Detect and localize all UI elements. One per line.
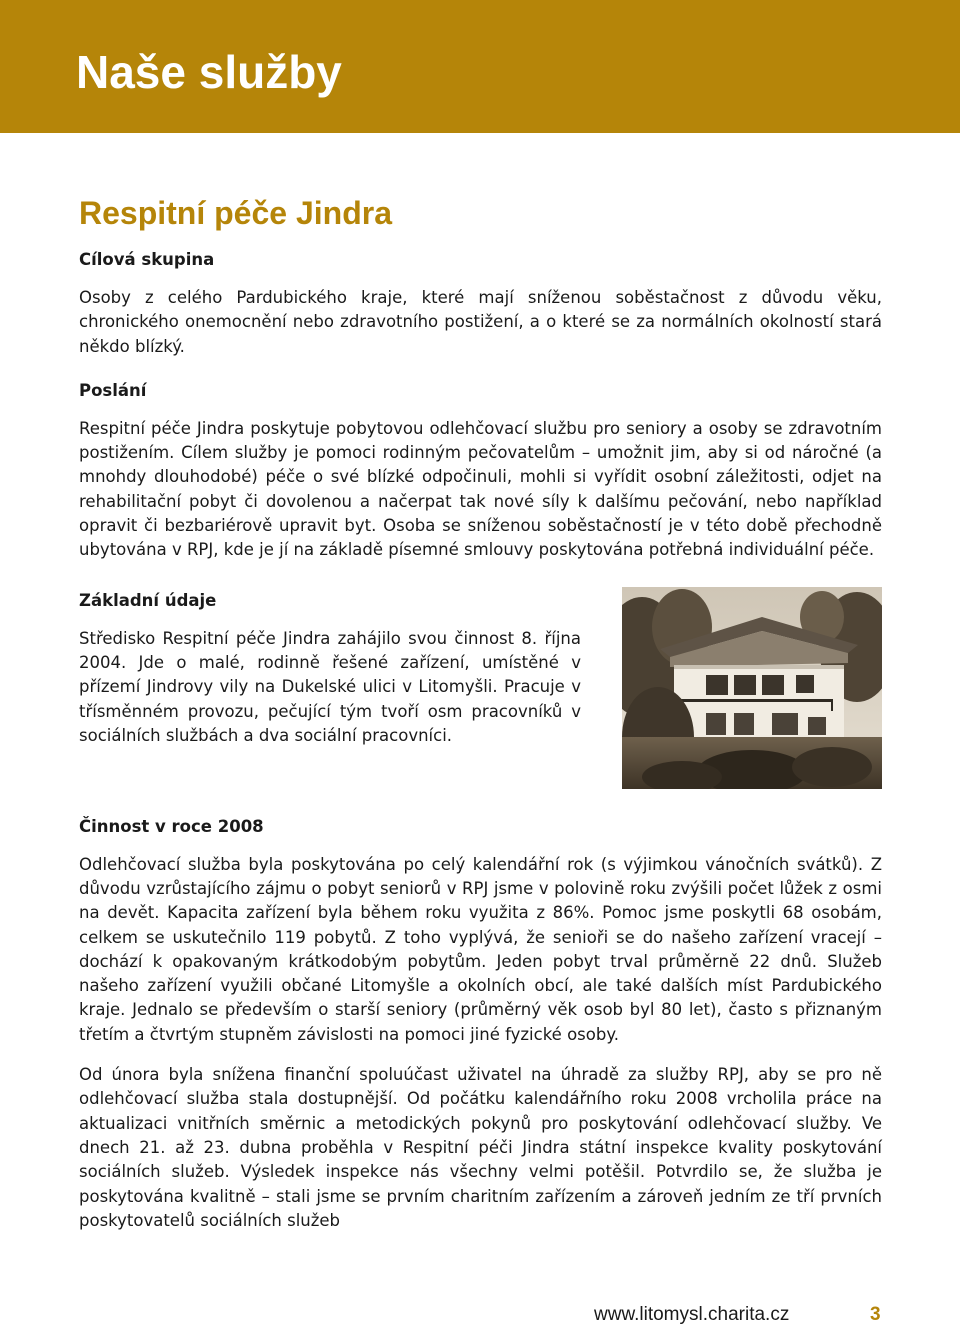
section-title: Respitní péče Jindra (79, 195, 392, 231)
activity-2008-paragraph-1: Odlehčovací služba byla poskytována po celý kalendářní rok (s výjimkou vánočních svátků). Z důvodu vzrůstajícího zájmu o pobyt seniorů v RPJ jsme v polovině roku zvýšili počet lůžek z osmi na devět. Kapacita zařízení byla během roku využita z 86%. Pomoc jsme poskytli 68 osobám, celkem se uskutečnilo 119 pobytů. Z toho vyplývá, že senioři se do našeho zařízení vracejí – dochází k opakovaným krátkodobým pobytům. Jeden pobyt trval průměrně 22 dnů. Služeb našeho zařízení využili občané Litomyšle a okolních obcí, ale také dalších míst Pardubického kraje. Jednalo se především o starší seniory (průměrný věk osob byl 80 let), často s přiznaným třetím a čtvrtým stupněm závislosti na pomoci jiné fyzické osoby. (79, 854, 882, 1044)
page-title: Naše služby (76, 46, 342, 98)
basic-info-block (79, 589, 882, 789)
mission-text: Respitní péče Jindra poskytuje pobytovou odlehčovací službu pro seniory a osoby se zdravotním postižením. Cílem služby je pomoci rodinným pečovatelům – umožnit jim, aby si od náročné (a mnohdy dlouhodobé) péče o své blízké odpočinuli, mohli si vyřídit osobní záležitosti, odjet na rehabilitační pobyt či dovolenou a načerpat tak nové síly k dalšímu pečování, nebo například opravit či bezbariérově upravit byt. Osoba se sníženou soběstačností je v této době přechodně ubytována v RPJ, kde je jí na základě písemné smlouvy poskytována potřebná individuální péče. (79, 418, 882, 560)
footer-url[interactable]: www.litomysl.charita.cz (594, 1304, 790, 1325)
page-number: 3 (870, 1304, 881, 1325)
mission-heading: Poslání (79, 380, 147, 400)
basic-info-heading: Základní údaje (79, 590, 217, 610)
basic-info-text: Středisko Respitní péče Jindra zahájilo svou činnost 8. října 2004. Jde o malé, rodinně řešené zařízení, umístěné v přízemí Jindrovy vily na Dukelské ulici v Litomyšli. Pracuje v třísměnném provozu, pečující tým tvoří osm pracovníků v sociálních službách a dva sociální pracovníci. (79, 628, 581, 745)
main-content (79, 188, 882, 1233)
activity-2008-paragraph-2: Od února byla snížena finanční spoluúčast uživatel na úhradě za služby RPJ, aby se pro ně odlehčovací služba stala dostupnější. Od počátku kalendářního roku 2008 vrcholila práce na aktualizaci vnitřních směrnic a metodických pokynů pro poskytování odlehčovací služby. Ve dnech 21. až 23. dubna proběhla v Respitní péči Jindra státní inspekce kvality poskytování sociálních služeb. Výsledek inspekce nás všechny velmi potěšil. Potvrdilo se, že služba je poskytována kvalitně – stali jsme se prvním charitním zařízením a zároveň jedním ze tří prvních poskytovatelů sociálních služeb (79, 1065, 882, 1230)
activity-2008-heading: Činnost v roce 2008 (79, 816, 264, 836)
header-band (0, 0, 960, 133)
target-group-text: Osoby z celého Pardubického kraje, které mají sníženou soběstačnost z důvodu věku, chronického onemocnění nebo zdravotního postižení, a o které se za normálních okolností stará někdo blízký. (79, 288, 882, 356)
villa-photo (622, 587, 882, 789)
target-group-heading: Cílová skupina (79, 250, 215, 269)
